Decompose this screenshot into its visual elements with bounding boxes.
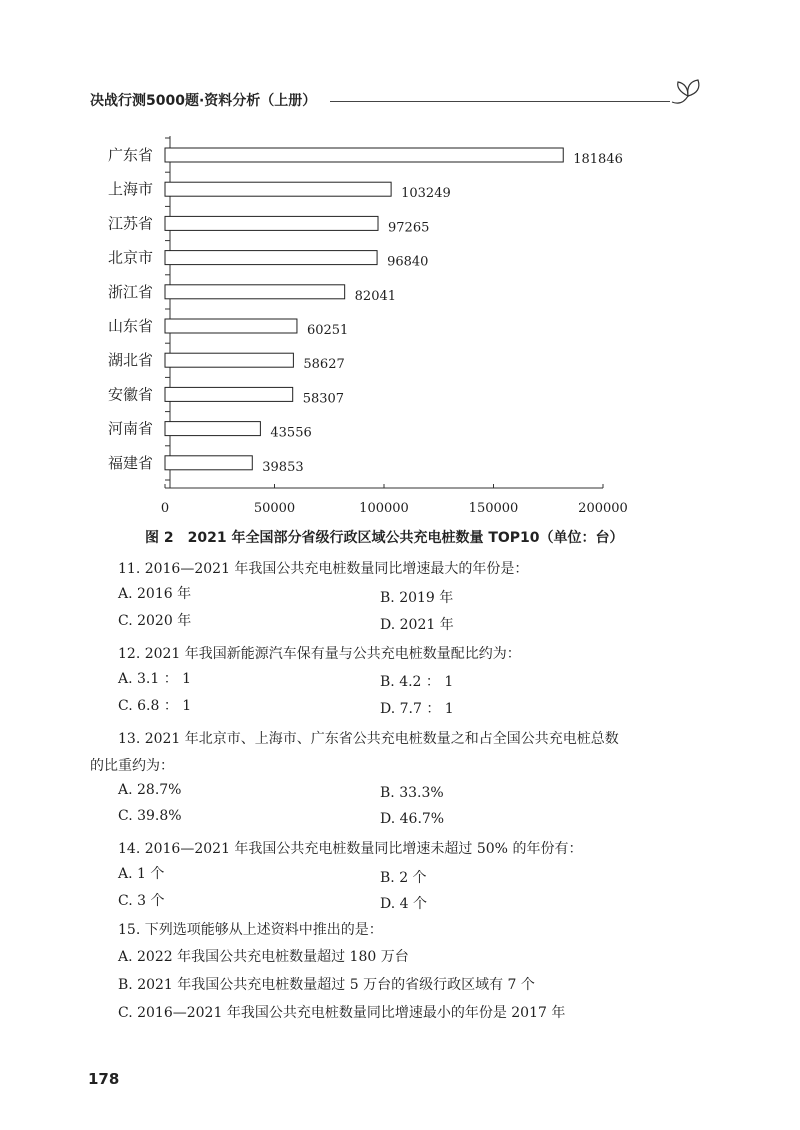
- q13-option-a: A. 28.7%: [118, 782, 182, 798]
- category-label: 山东省: [107, 317, 153, 335]
- data-label: 103249: [401, 186, 451, 202]
- bar: [165, 251, 377, 265]
- question-13-stem: 13. 2021 年北京市、上海市、广东省公共充电桩数量之和占全国公共充电桩总数: [118, 731, 619, 747]
- q13-option-d: D. 46.7%: [380, 811, 445, 827]
- data-label: 39853: [262, 459, 304, 475]
- bar: [165, 422, 260, 436]
- bar: [165, 319, 297, 333]
- header-rule: [330, 101, 670, 102]
- category-label: 浙江省: [107, 282, 153, 301]
- q11-option-d: D. 2021 年: [380, 617, 454, 633]
- q14-option-c: C. 3 个: [118, 893, 165, 909]
- question-11-stem: 11. 2016—2021 年我国公共充电桩数量同比增速最大的年份是：: [118, 561, 529, 577]
- question-14-stem: 14. 2016—2021 年我国公共充电桩数量同比增速未超过 50% 的年份有：: [118, 841, 583, 857]
- data-label: 43556: [270, 425, 312, 441]
- data-label: 97265: [388, 220, 430, 236]
- sprout-icon: [668, 76, 708, 110]
- question-12-stem: 12. 2021 年我国新能源汽车保有量与公共充电桩数量配比约为：: [118, 646, 521, 662]
- x-tick-label: 0: [160, 501, 170, 516]
- category-label: 福建省: [107, 453, 153, 472]
- bar: [165, 353, 293, 367]
- q13-option-c: C. 39.8%: [118, 808, 182, 824]
- category-label: 安徽省: [107, 385, 153, 404]
- q14-option-b: B. 2 个: [380, 870, 427, 886]
- book-title: 决战行测5000题·资料分析（上册）: [90, 93, 317, 109]
- q14-option-a: A. 1 个: [118, 866, 165, 882]
- data-label: 96840: [387, 254, 429, 270]
- q15-option-c: C. 2016—2021 年我国公共充电桩数量同比增速最小的年份是 2017 年: [118, 1005, 566, 1021]
- chart-caption: 图 2 2021 年全国部分省级行政区域公共充电桩数量 TOP10（单位：台）: [145, 530, 624, 546]
- q15-option-a: A. 2022 年我国公共充电桩数量超过 180 万台: [118, 949, 409, 965]
- bar-chart: [0, 130, 800, 525]
- category-label: 江苏省: [107, 214, 153, 233]
- q14-option-d: D. 4 个: [380, 896, 427, 912]
- bar: [165, 216, 378, 230]
- x-tick-label: 100000: [359, 501, 409, 516]
- q12-option-d: D. 7.7 ： 1: [380, 701, 454, 717]
- category-label: 上海市: [107, 180, 153, 199]
- category-label: 湖北省: [107, 351, 153, 370]
- bar: [165, 148, 563, 162]
- data-label: 181846: [573, 152, 623, 167]
- question-13-stem-continued: 的比重约为：: [90, 758, 174, 774]
- bar: [165, 182, 391, 196]
- bar: [165, 285, 345, 299]
- data-label: 58627: [303, 357, 345, 373]
- q11-option-c: C. 2020 年: [118, 613, 192, 629]
- bar: [165, 387, 293, 401]
- q12-option-c: C. 6.8 ： 1: [118, 698, 192, 714]
- question-15-stem: 15. 下列选项能够从上述资料中推出的是：: [118, 922, 383, 938]
- x-tick-label: 50000: [253, 501, 296, 516]
- data-label: 58307: [302, 391, 345, 407]
- q12-option-a: A. 3.1 ： 1: [118, 671, 192, 687]
- category-label: 北京市: [107, 248, 153, 267]
- q13-option-b: B. 33.3%: [380, 785, 444, 801]
- data-label: 60251: [306, 323, 349, 338]
- x-tick-label: 200000: [578, 501, 628, 516]
- running-header: [90, 88, 710, 116]
- q11-option-a: A. 2016 年: [118, 586, 192, 602]
- data-label: 82041: [354, 288, 397, 304]
- q15-option-b: B. 2021 年我国公共充电桩数量超过 5 万台的省级行政区域有 7 个: [118, 977, 535, 993]
- q12-option-b: B. 4.2 ： 1: [380, 674, 454, 690]
- page-number: 178: [88, 1070, 120, 1088]
- q11-option-b: B. 2019 年: [380, 590, 454, 606]
- bar: [165, 456, 252, 470]
- category-label: 河南省: [107, 419, 153, 438]
- category-label: 广东省: [107, 146, 153, 164]
- x-tick-label: 150000: [468, 501, 519, 516]
